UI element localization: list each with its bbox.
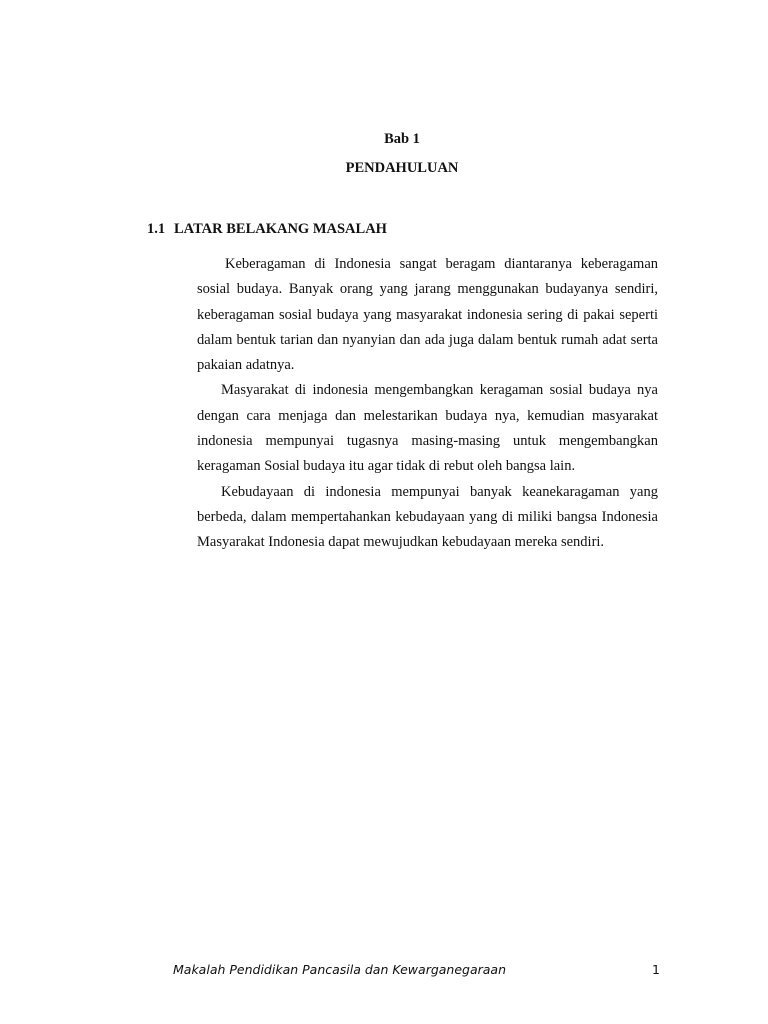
- paragraph-2: Masyarakat di indonesia mengembangkan keragaman sosial budaya nya dengan cara menjaga dan melestarikan budaya nya, kemudian masyarakat indonesia mempunyai tugasnya masing-masing untuk mengembangkan keragaman Sosial budaya itu agar tidak di rebut oleh bangsa lain.: [197, 382, 658, 475]
- paragraph-1: Keberagaman di Indonesia sangat beragam diantaranya keberagaman sosial budaya. Banyak orang yang jarang menggunakan budayanya sendiri, keberagaman sosial budaya yang masyarakat indonesia sering di pakai seperti dalam bentuk tarian dan nyanyian dan ada juga dalam bentuk rumah adat serta pakaian adatnya.: [197, 256, 658, 374]
- chapter-label: Bab 1: [384, 131, 420, 147]
- footer-title: Makalah Pendidikan Pancasila dan Kewarganegaraan: [173, 962, 507, 977]
- page-footer: [173, 962, 660, 984]
- page-number: 1: [652, 962, 660, 977]
- section-number: 1.1: [147, 221, 166, 237]
- section-heading: [147, 221, 387, 238]
- paragraph-3: Kebudayaan di indonesia mempunyai banyak keanekaragaman yang berbeda, dalam mempertahankan kebudayaan yang di miliki bangsa Indonesia Masyarakat Indonesia dapat mewujudkan kebudayaan mereka sendiri.: [197, 483, 658, 551]
- body-text: [197, 252, 658, 556]
- chapter-title: PENDAHULUAN: [345, 160, 459, 176]
- section-title: LATAR BELAKANG MASALAH: [174, 221, 387, 237]
